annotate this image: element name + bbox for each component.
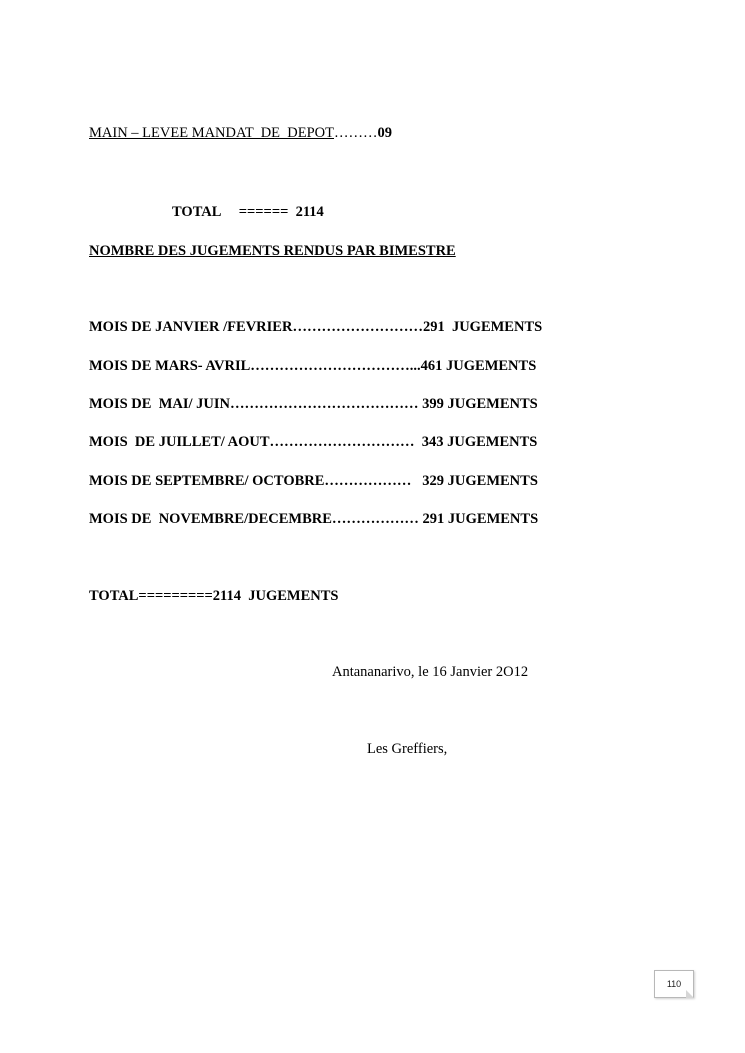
month-dots: ……………… bbox=[324, 473, 423, 489]
month-label: MOIS DE MAI/ JUIN bbox=[89, 396, 230, 412]
month-row bbox=[89, 472, 538, 490]
total-line bbox=[172, 203, 324, 221]
page-fold-icon bbox=[686, 990, 694, 998]
month-row bbox=[89, 395, 538, 413]
month-dots: ………………………………… bbox=[229, 396, 423, 412]
month-label: MOIS DE MARS- AVRIL bbox=[89, 358, 251, 374]
page-number-box bbox=[654, 970, 694, 998]
month-label: MOIS DE JUILLET/ AOUT bbox=[89, 434, 270, 450]
page-number: 110 bbox=[666, 979, 682, 989]
month-dots: ……………………………... bbox=[250, 358, 421, 374]
month-dots: ……………… bbox=[331, 511, 423, 527]
month-count: 343 JUGEMENTS bbox=[421, 434, 538, 450]
total-label: TOTAL bbox=[172, 204, 221, 220]
signature-line: Les Greffiers, bbox=[367, 741, 448, 757]
main-levee-label: MAIN – LEVEE MANDAT DE DEPOT bbox=[89, 125, 335, 141]
month-dots: ………………………… bbox=[269, 434, 422, 450]
month-label: MOIS DE JANVIER /FEVRIER bbox=[89, 319, 293, 335]
month-count: 399 JUGEMENTS bbox=[422, 396, 538, 412]
month-count: 329 JUGEMENTS bbox=[422, 473, 538, 489]
total-separator: ====== bbox=[238, 204, 289, 220]
month-count: 461 JUGEMENTS bbox=[420, 358, 537, 374]
main-levee-line bbox=[89, 124, 392, 142]
main-levee-dots: ……… bbox=[334, 125, 378, 141]
main-levee-value: 09 bbox=[377, 125, 393, 141]
place-date: Antananarivo, le 16 Janvier 2O12 bbox=[332, 664, 529, 680]
month-label: MOIS DE NOVEMBRE/DECEMBRE bbox=[89, 511, 332, 527]
month-dots: ……………………… bbox=[292, 319, 423, 335]
grand-total: TOTAL=========2114 JUGEMENTS bbox=[89, 588, 339, 604]
month-row bbox=[89, 510, 538, 528]
month-label: MOIS DE SEPTEMBRE/ OCTOBRE bbox=[89, 473, 325, 489]
month-count: 291 JUGEMENTS bbox=[422, 319, 543, 335]
month-row bbox=[89, 433, 537, 451]
section-heading: NOMBRE DES JUGEMENTS RENDUS PAR BIMESTRE bbox=[89, 243, 456, 259]
month-count: 291 JUGEMENTS bbox=[422, 511, 539, 527]
month-row bbox=[89, 318, 542, 336]
month-row bbox=[89, 357, 536, 375]
total-value: 2114 bbox=[295, 204, 324, 220]
